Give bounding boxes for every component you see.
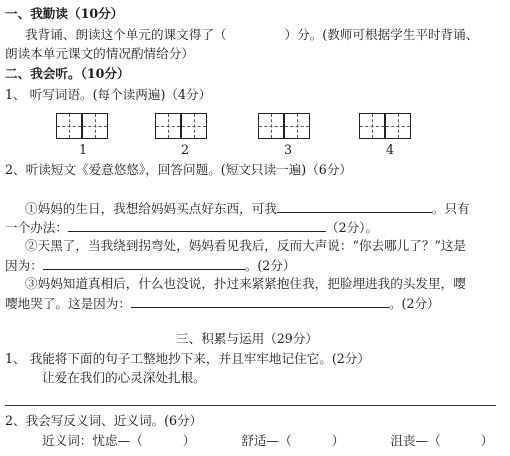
section-1-text-a: 我背诵、朗读这个单元的课文得了（	[25, 27, 227, 42]
section-1-line-2: 朗读本单元课文的情况酌情给分）	[5, 46, 194, 61]
box-number-4: 4	[386, 142, 395, 157]
answer-2-text-b: 因为：	[5, 258, 43, 273]
answer-1-text-b: 。只有	[431, 201, 470, 216]
listening-question: 2、听读短文《爱意悠悠》，回答问题。(短文只读一遍)（6分）	[5, 162, 352, 177]
answer-1-line-2	[5, 219, 378, 236]
synonym-close-1: ）	[182, 433, 196, 448]
answer-1-text-a: ①妈妈的生日，我想给妈妈买点好东西，可我	[25, 201, 277, 216]
writing-box-1[interactable]	[56, 113, 109, 139]
section-3-heading: 三、积累与运用（29分）	[176, 331, 318, 346]
writing-box-4[interactable]	[359, 113, 412, 139]
copy-question: 1、 我能将下面的句子工整地抄下来，并且牢牢地记住它。(2分）	[5, 351, 370, 366]
synonym-word-3: 沮丧	[390, 433, 416, 448]
synonym-word-2: 舒适	[241, 433, 267, 448]
box-number-1: 1	[79, 142, 88, 157]
answer-3-blank[interactable]	[131, 295, 389, 308]
answer-3-text-b: 嘤地哭了。这是因为：	[5, 296, 131, 311]
copy-answer-line[interactable]	[5, 405, 496, 406]
box-number-2: 2	[181, 142, 190, 157]
answer-1-blank-b[interactable]	[68, 219, 326, 232]
synonym-dash-3: —（	[415, 433, 441, 448]
answer-3-line-1: ③妈妈知道真相后，什么也没说，扑过来紧紧抱住我，把脸埋进我的头发里，嘤	[25, 276, 466, 291]
copy-sentence: 让爱在我们的心灵深处扎根。	[42, 370, 206, 385]
section-1-heading: 一、我勤读（10分）	[5, 6, 124, 21]
answer-2-line-2	[5, 257, 296, 274]
synonym-dash-1: —（	[117, 433, 143, 448]
synonym-close-3: ）	[480, 433, 494, 448]
dictation-question: 1、 听写词语。(每个读两遍)（4分）	[5, 87, 212, 102]
answer-1-blank-a[interactable]	[277, 200, 432, 213]
writing-box-2[interactable]	[155, 113, 208, 139]
writing-box-3[interactable]	[258, 113, 311, 139]
answer-2-text-c: 。(2分）	[244, 258, 296, 273]
section-2-heading: 二、我会听。（10分）	[5, 66, 130, 81]
synonym-label: 近义词：忧虑	[42, 433, 118, 448]
answer-1-text-d: （2分）。	[325, 220, 379, 235]
answer-3-line-2	[5, 295, 440, 312]
section-1-line-1	[25, 27, 478, 43]
answer-1-line-1	[25, 200, 470, 217]
answer-1-text-c: 一个办法：	[5, 220, 68, 235]
synonym-row	[42, 433, 493, 449]
section-1-text-b: ）分。(教师可根据学生平时背诵、	[284, 27, 479, 42]
synonym-close-2: ）	[331, 433, 345, 448]
answer-2-line-1: ②天黑了，当我绕到拐弯处，妈妈看见我后，反而大声说：“你去哪儿了？”这是	[25, 238, 467, 253]
answer-2-blank[interactable]	[43, 257, 245, 270]
box-number-3: 3	[284, 142, 293, 157]
answer-3-text-c: 。(2分）	[388, 296, 440, 311]
synonym-dash-2: —（	[266, 433, 292, 448]
word-question: 2、我会写反义词、近义词。(6分）	[5, 413, 203, 428]
